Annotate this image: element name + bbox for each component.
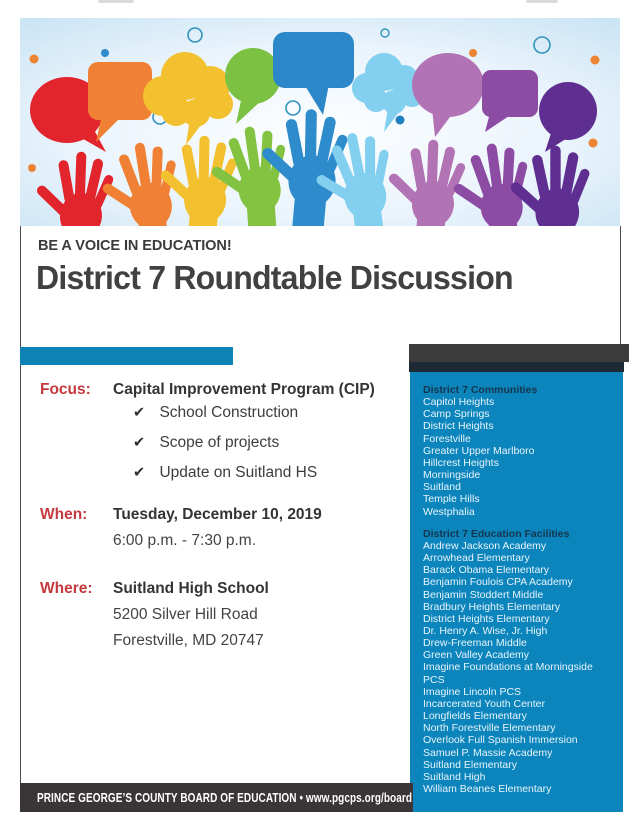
page-title: District 7 Roundtable Discussion: [36, 259, 513, 296]
where-address-line2: Forestville, MD 20747: [113, 632, 264, 649]
list-item: Green Valley Academy: [423, 649, 530, 662]
list-item: Capitol Heights: [423, 396, 495, 409]
focus-checklist: [133, 404, 317, 494]
list-item: Westphalia: [423, 505, 475, 518]
list-item: Arrowhead Elementary: [423, 552, 530, 565]
facilities-title: District 7 Education Facilities: [423, 527, 570, 540]
sidebar: [410, 372, 623, 812]
when-time: 6:00 p.m. - 7:30 p.m.: [113, 532, 257, 549]
list-item: District Heights: [423, 420, 494, 433]
where-value: Suitland High School: [113, 580, 269, 597]
list-item: Dr. Henry A. Wise, Jr. High: [423, 624, 548, 637]
check-icon: ✔: [133, 435, 146, 451]
list-item: Benjamin Foulois CPA Academy: [423, 576, 573, 589]
list-item: Overlook Full Spanish Immersion: [423, 734, 578, 747]
list-item: Incarcerated Youth Center: [423, 697, 546, 710]
list-item: Camp Springs: [423, 408, 490, 421]
list-item: Temple Hills: [423, 493, 480, 506]
check-icon: ✔: [133, 465, 146, 481]
list-item: Andrew Jackson Academy: [423, 539, 547, 552]
where-row: [0, 580, 420, 600]
when-row: [0, 506, 420, 526]
list-item: Samuel P. Massie Academy: [423, 746, 553, 759]
when-label: When:: [40, 506, 88, 523]
check-icon: ✔: [133, 405, 146, 421]
when-value: Tuesday, December 10, 2019: [113, 506, 322, 523]
list-item: Imagine Lincoln PCS: [423, 685, 522, 698]
list-item: Morningside: [423, 469, 481, 482]
scan-artifact: [98, 0, 134, 3]
list-item: Forestville: [423, 432, 471, 445]
footer-bar: [20, 783, 413, 812]
list-item: Longfields Elementary: [423, 710, 527, 723]
list-item: Greater Upper Marlboro: [423, 444, 535, 457]
list-item: Barack Obama Elementary: [423, 564, 550, 577]
list-item: William Beanes Elementary: [423, 783, 552, 795]
kicker: BE A VOICE IN EDUCATION!: [38, 237, 232, 254]
where-address-line1: 5200 Silver Hill Road: [113, 606, 258, 623]
checklist-item: ✔ School Construction: [133, 404, 299, 421]
checklist-item: ✔ Update on Suitland HS: [133, 464, 318, 481]
scan-artifact: [526, 0, 558, 3]
checklist-item: ✔ Scope of projects: [133, 434, 280, 451]
raised-hands-illustration: [20, 18, 620, 226]
communities-title: District 7 Communities: [423, 384, 538, 396]
list-item: Suitland: [423, 481, 461, 494]
list-item: Imagine Foundations at Morningside PCS: [423, 661, 593, 686]
list-item: Drew-Freeman Middle: [423, 637, 527, 650]
list-item: Hillcrest Heights: [423, 456, 499, 469]
focus-label: Focus:: [40, 381, 91, 398]
communities-list: [423, 396, 615, 518]
list-item: Benjamin Stoddert Middle: [423, 588, 544, 601]
list-item: Suitland High: [423, 770, 486, 783]
list-item: Suitland Elementary: [423, 758, 517, 771]
sidebar-top-bar: [409, 344, 629, 362]
where-label: Where:: [40, 580, 93, 597]
list-item: District Heights Elementary: [423, 612, 550, 625]
list-item: North Forestville Elementary: [423, 722, 556, 735]
facilities-list: [423, 540, 615, 795]
focus-value: Capital Improvement Program (CIP): [113, 381, 375, 398]
list-item: Bradbury Heights Elementary: [423, 600, 561, 613]
accent-bar: [20, 347, 233, 365]
footer-text: PRINCE GEORGE’S COUNTY BOARD OF EDUCATION • www.pgcps.org/board: [37, 791, 413, 805]
sidebar-navy-strip: [409, 362, 624, 372]
focus-row: [0, 381, 420, 401]
